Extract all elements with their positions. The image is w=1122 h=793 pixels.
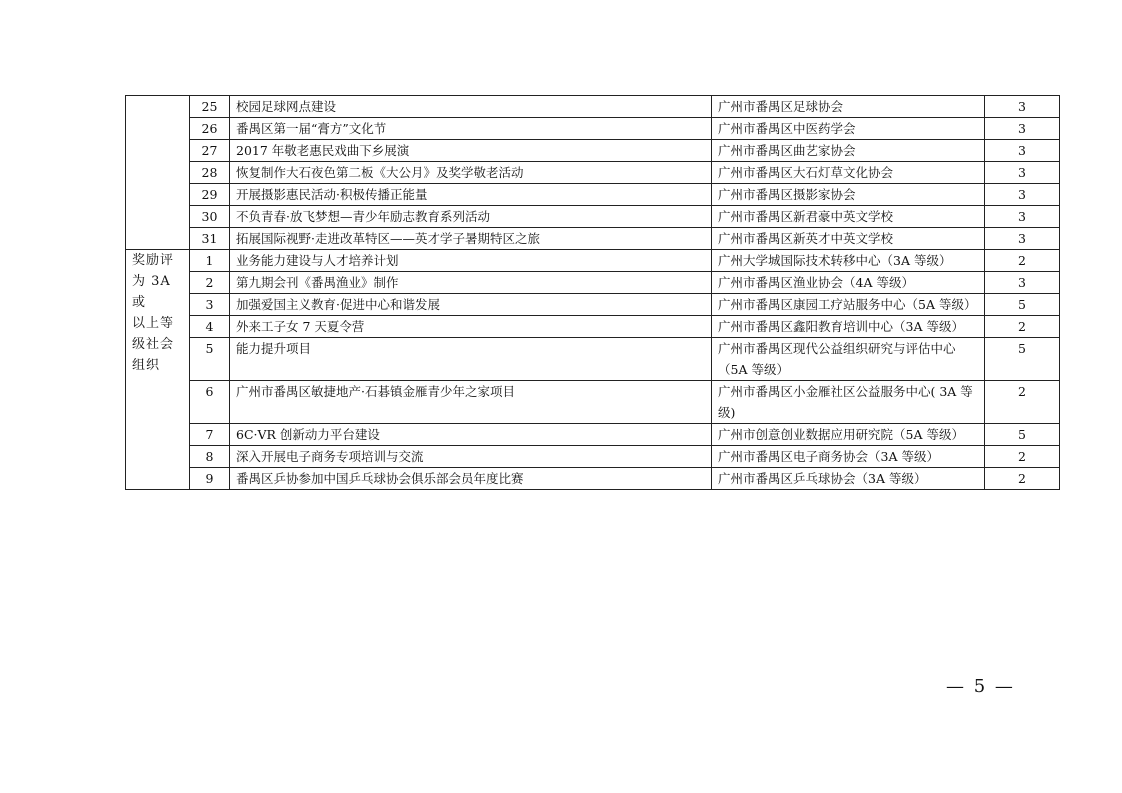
table-row xyxy=(126,424,1060,446)
organization-name: 广州市番禺区电子商务协会（3A 等级） xyxy=(712,446,985,468)
row-number: 28 xyxy=(190,162,230,184)
funding-projects-table xyxy=(125,95,1060,490)
table-row xyxy=(126,316,1060,338)
table-row xyxy=(126,184,1060,206)
project-name: 恢复制作大石夜色第二板《大公月》及奖学敬老活动 xyxy=(230,162,712,184)
organization-name: 广州市番禺区乒乓球协会（3A 等级） xyxy=(712,468,985,490)
score-value: 2 xyxy=(985,316,1060,338)
score-value: 3 xyxy=(985,272,1060,294)
category-cell xyxy=(126,96,190,250)
project-name: 开展摄影惠民活动·积极传播正能量 xyxy=(230,184,712,206)
project-name: 番禺区第一届“膏方”文化节 xyxy=(230,118,712,140)
organization-name: 广州市番禺区现代公益组织研究与评估中心（5A 等级） xyxy=(712,338,985,381)
score-value: 3 xyxy=(985,206,1060,228)
project-name: 外来工子女 7 天夏令营 xyxy=(230,316,712,338)
score-value: 3 xyxy=(985,228,1060,250)
score-value: 2 xyxy=(985,381,1060,424)
table-row xyxy=(126,96,1060,118)
score-value: 5 xyxy=(985,338,1060,381)
table-row xyxy=(126,162,1060,184)
page-number: — 5 — xyxy=(946,676,1015,697)
row-number: 2 xyxy=(190,272,230,294)
project-name: 能力提升项目 xyxy=(230,338,712,381)
table-row xyxy=(126,381,1060,424)
score-value: 3 xyxy=(985,184,1060,206)
row-number: 25 xyxy=(190,96,230,118)
score-value: 3 xyxy=(985,96,1060,118)
table-row xyxy=(126,272,1060,294)
category-label: 奖励评 为 3A 或 以上等 级社会 组织 xyxy=(132,253,175,373)
table-body xyxy=(126,96,1060,490)
score-value: 2 xyxy=(985,250,1060,272)
organization-name: 广州市番禺区鑫阳教育培训中心（3A 等级） xyxy=(712,316,985,338)
row-number: 26 xyxy=(190,118,230,140)
organization-name: 广州市番禺区大石灯草文化协会 xyxy=(712,162,985,184)
table-row xyxy=(126,118,1060,140)
organization-name: 广州市番禺区渔业协会（4A 等级） xyxy=(712,272,985,294)
row-number: 5 xyxy=(190,338,230,381)
organization-name: 广州市番禺区康园工疗站服务中心（5A 等级） xyxy=(712,294,985,316)
table-row xyxy=(126,468,1060,490)
organization-name: 广州市番禺区新英才中英文学校 xyxy=(712,228,985,250)
table-row xyxy=(126,140,1060,162)
score-value: 3 xyxy=(985,162,1060,184)
row-number: 7 xyxy=(190,424,230,446)
score-value: 5 xyxy=(985,294,1060,316)
organization-name: 广州市番禺区新君豪中英文学校 xyxy=(712,206,985,228)
project-name: 业务能力建设与人才培养计划 xyxy=(230,250,712,272)
organization-name: 广州大学城国际技术转移中心（3A 等级） xyxy=(712,250,985,272)
table-row xyxy=(126,228,1060,250)
table-row xyxy=(126,250,1060,272)
score-value: 3 xyxy=(985,140,1060,162)
project-name: 加强爱国主义教育·促进中心和谐发展 xyxy=(230,294,712,316)
row-number: 6 xyxy=(190,381,230,424)
project-name: 番禺区乒协参加中国乒乓球协会俱乐部会员年度比赛 xyxy=(230,468,712,490)
organization-name: 广州市番禺区摄影家协会 xyxy=(712,184,985,206)
row-number: 31 xyxy=(190,228,230,250)
project-name: 第九期会刊《番禺渔业》制作 xyxy=(230,272,712,294)
row-number: 29 xyxy=(190,184,230,206)
row-number: 4 xyxy=(190,316,230,338)
project-name: 6C·VR 创新动力平台建设 xyxy=(230,424,712,446)
row-number: 30 xyxy=(190,206,230,228)
score-value: 2 xyxy=(985,446,1060,468)
table-row xyxy=(126,294,1060,316)
category-cell xyxy=(126,250,190,490)
score-value: 5 xyxy=(985,424,1060,446)
row-number: 8 xyxy=(190,446,230,468)
row-number: 3 xyxy=(190,294,230,316)
table-row xyxy=(126,206,1060,228)
table-row xyxy=(126,446,1060,468)
organization-name: 广州市番禺区曲艺家协会 xyxy=(712,140,985,162)
project-name: 校园足球网点建设 xyxy=(230,96,712,118)
score-value: 3 xyxy=(985,118,1060,140)
row-number: 1 xyxy=(190,250,230,272)
row-number: 9 xyxy=(190,468,230,490)
project-name: 2017 年敬老惠民戏曲下乡展演 xyxy=(230,140,712,162)
project-name: 广州市番禺区敏捷地产·石碁镇金雁青少年之家项目 xyxy=(230,381,712,424)
organization-name: 广州市创意创业数据应用研究院（5A 等级） xyxy=(712,424,985,446)
project-name: 深入开展电子商务专项培训与交流 xyxy=(230,446,712,468)
organization-name: 广州市番禺区中医药学会 xyxy=(712,118,985,140)
project-name: 不负青春·放飞梦想—青少年励志教育系列活动 xyxy=(230,206,712,228)
row-number: 27 xyxy=(190,140,230,162)
score-value: 2 xyxy=(985,468,1060,490)
table-row xyxy=(126,338,1060,381)
organization-name: 广州市番禺区小金雁社区公益服务中心( 3A 等级) xyxy=(712,381,985,424)
project-name: 拓展国际视野·走进改革特区——英才学子暑期特区之旅 xyxy=(230,228,712,250)
organization-name: 广州市番禺区足球协会 xyxy=(712,96,985,118)
